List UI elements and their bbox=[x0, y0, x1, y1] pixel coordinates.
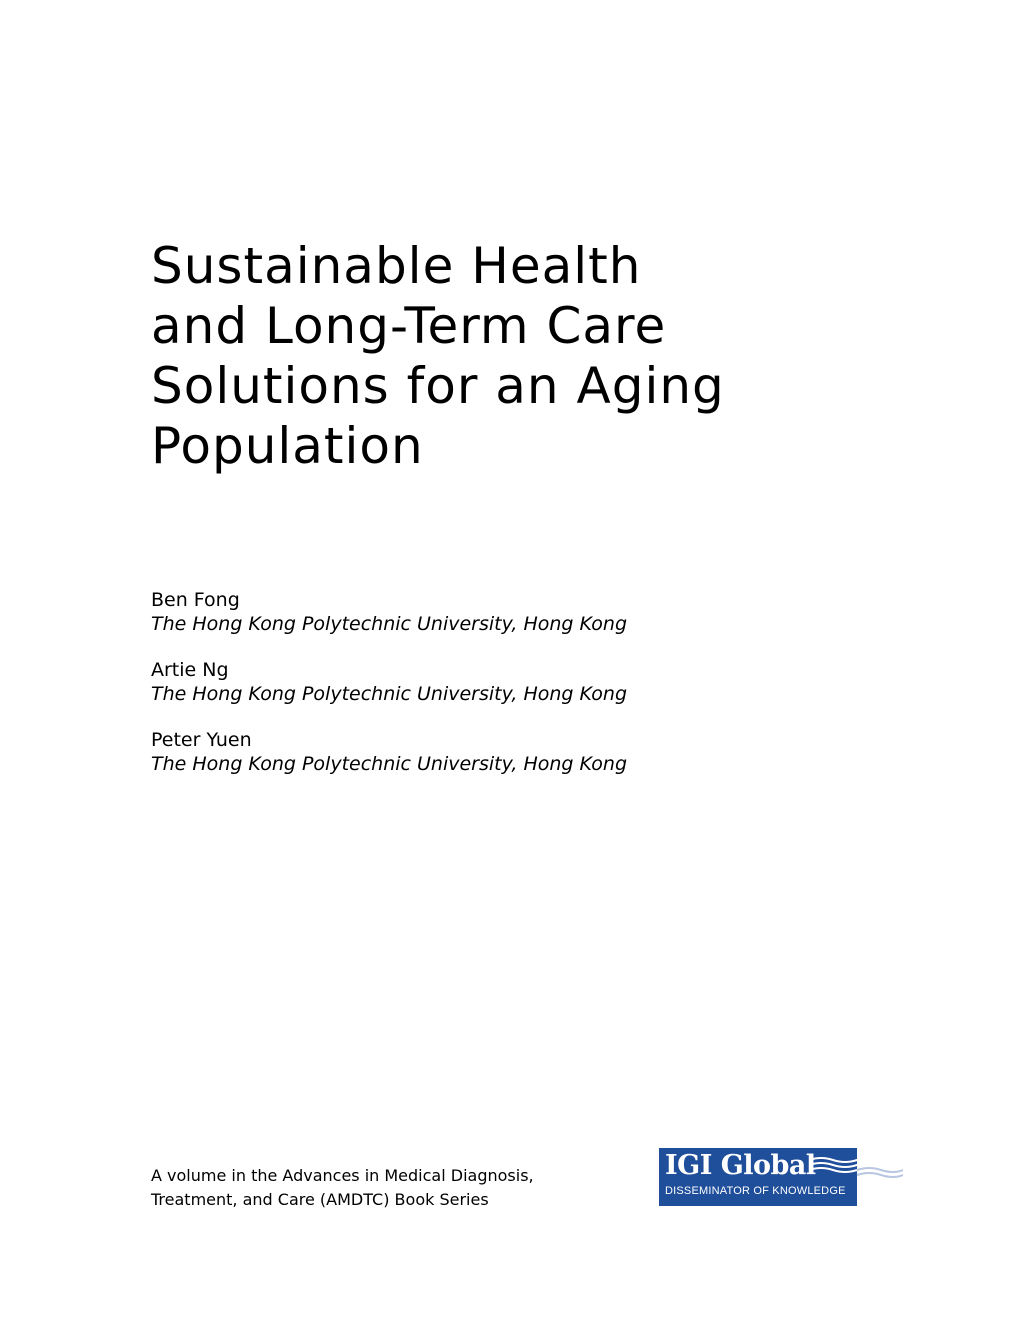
author-affiliation: The Hong Kong Polytechnic University, Hong Kong bbox=[151, 683, 628, 705]
logo-wordmark: IGI Global bbox=[665, 1150, 816, 1181]
author-name: Artie Ng bbox=[151, 659, 229, 681]
title-line-1: Sustainable Health bbox=[151, 237, 642, 295]
author-entry bbox=[151, 728, 851, 776]
book-title bbox=[151, 236, 911, 476]
author-entry bbox=[151, 658, 851, 706]
author-entry bbox=[151, 588, 851, 636]
wave-lines-icon bbox=[809, 1154, 903, 1184]
author-name: Ben Fong bbox=[151, 589, 240, 611]
series-line-2: Treatment, and Care (AMDTC) Book Series bbox=[151, 1190, 489, 1209]
title-line-4: Population bbox=[151, 417, 424, 475]
title-line-2: and Long-Term Care bbox=[151, 297, 667, 355]
author-name: Peter Yuen bbox=[151, 729, 252, 751]
author-affiliation: The Hong Kong Polytechnic University, Hong Kong bbox=[151, 613, 628, 635]
author-list bbox=[151, 588, 851, 798]
book-series-note bbox=[151, 1164, 611, 1212]
publisher-logo bbox=[657, 1146, 905, 1208]
title-line-3: Solutions for an Aging bbox=[151, 357, 725, 415]
logo-tagline: DISSEMINATOR OF KNOWLEDGE bbox=[665, 1185, 846, 1197]
series-line-1: A volume in the Advances in Medical Diagnosis, bbox=[151, 1166, 534, 1185]
author-affiliation: The Hong Kong Polytechnic University, Hong Kong bbox=[151, 753, 628, 775]
